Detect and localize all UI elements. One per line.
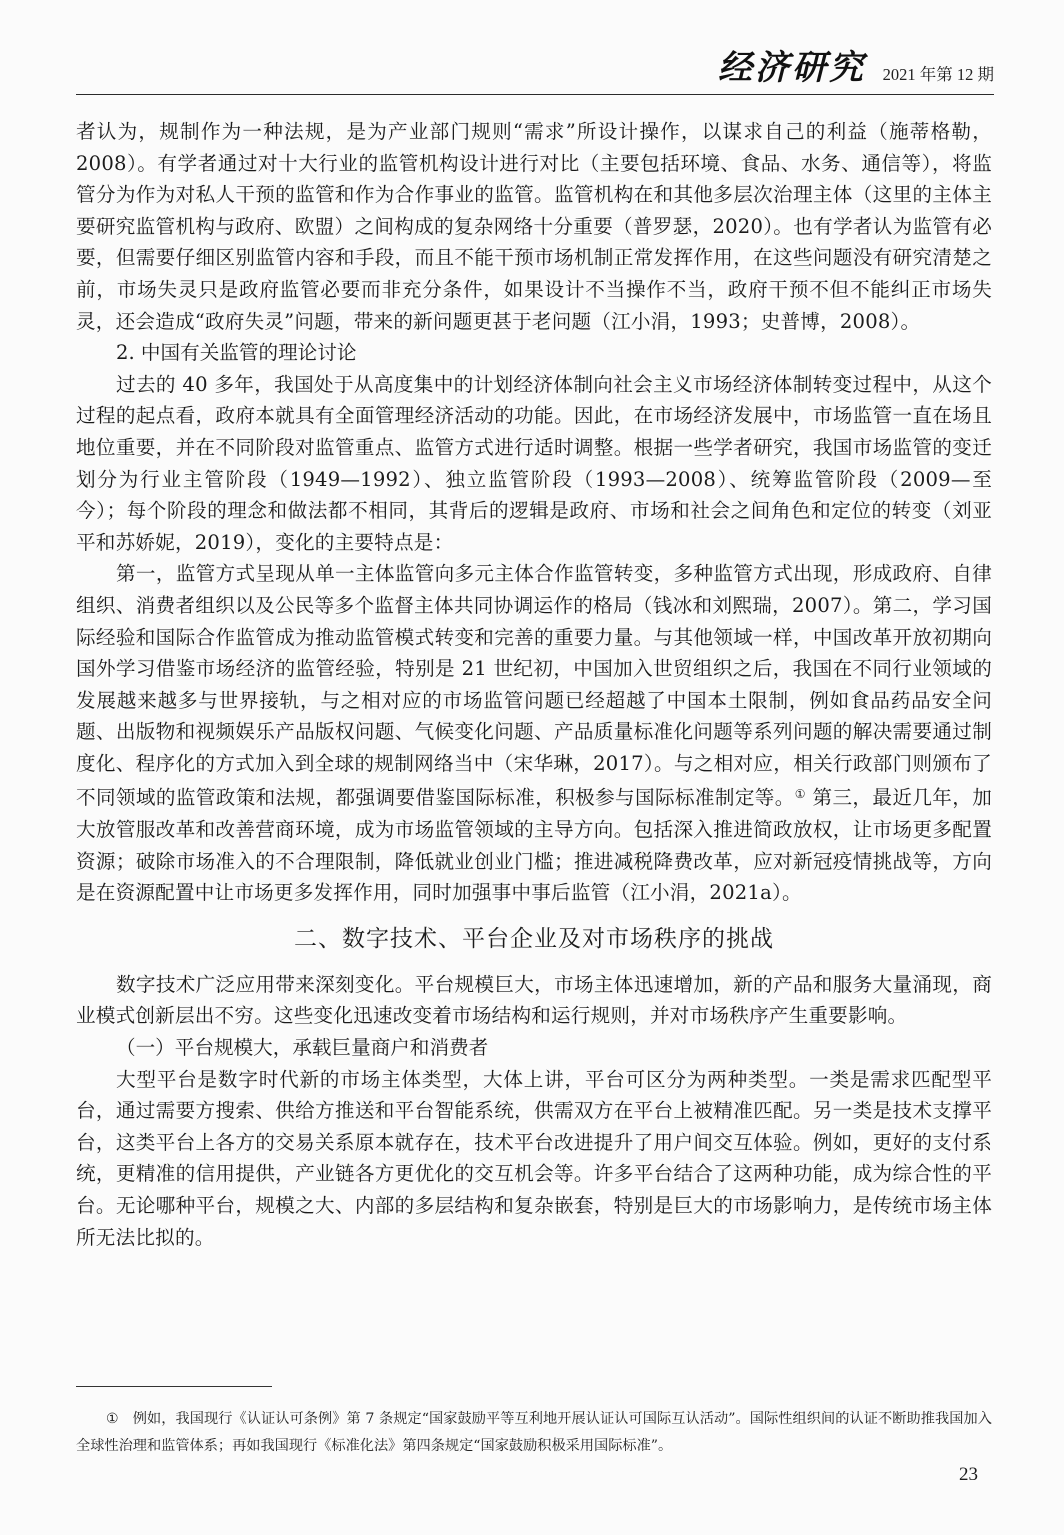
page-header — [76, 50, 994, 95]
footnote-mark: ① — [106, 1411, 119, 1427]
paragraph-text: 第三，最近几年，加大放管服改革和改善营商环境，成为市场监管领域的主导方向。包括深入推进简政放权，让市场更多配置资源；破除市场准入的不合理限制，降低就业创业门槛；推进减税降费改革，应对新冠疫情挑战等，方向是在资源配置中让市场更多发挥作用，同时加强事中事后监管（江小涓，2021a）。 — [76, 786, 993, 905]
paragraph: 大型平台是数字时代新的市场主体类型，大体上讲，平台可区分为两种类型。一类是需求匹配型平台，通过需要方搜索、供给方推送和平台智能系统，供需双方在平台上被精准匹配。另一类是技术支撑平台，这类平台上各方的交易关系原本就存在，技术平台改进提升了用户间交互体验。例如，更好的支付系统，更精准的信用提供，产业链各方更优化的交互机会等。许多平台结合了这两种功能，成为综合性的平台。无论哪种平台，规模之大、内部的多层结构和复杂嵌套，特别是巨大的市场影响力，是传统市场主体所无法比拟的。 — [76, 1067, 992, 1249]
journal-logo: 经济研究 — [718, 48, 866, 88]
paragraph: 过去的 40 多年，我国处于从高度集中的计划经济体制向社会主义市场经济体制转变过程中，从这个过程的起点看，政府本就具有全面管理经济活动的功能。因此，在市场经济发展中，市场监管一直在场且地位重要，并在不同阶段对监管重点、监管方式进行适时调整。根据一些学者研究，我国市场监管的变迁划分为行业主管阶段（1949—1992）、独立监管阶段（1993—2008）、统筹监管阶段（2009—至今）；每个阶段的理念和做法都不相同，其背后的逻辑是政府、市场和社会之间角色和定位的转变（刘亚平和苏娇妮，2019），变化的主要特点是： — [76, 372, 992, 554]
page-number: 23 — [959, 1464, 978, 1485]
subsection-heading: （一）平台规模大，承载巨量商户和消费者 — [116, 1036, 489, 1060]
subsection-heading: 2. 中国有关监管的理论讨论 — [116, 341, 357, 365]
footnote-divider — [76, 1386, 272, 1387]
footnote — [76, 1406, 992, 1460]
footnote-text: 例如，我国现行《认证认可条例》第 7 条规定“国家鼓励平等互利地开展认证认可国际互认活动”。国际性组织间的认证不断助推我国加入全球性治理和监管体系；再如我国现行《标准化法》第四条规定“国家鼓励积极采用国际标准”。 — [76, 1411, 992, 1454]
footnote-reference[interactable]: ① — [794, 787, 806, 802]
issue-label: 2021 年第 12 期 — [882, 65, 994, 84]
paragraph: 数字技术广泛应用带来深刻变化。平台规模巨大，市场主体迅速增加，新的产品和服务大量涌现，商业模式创新层出不穷。这些变化迅速改变着市场结构和运行规则，并对市场秩序产生重要影响。 — [76, 972, 992, 1028]
paragraph — [76, 558, 992, 909]
paragraph-text: 第一，监管方式呈现从单一主体监管向多元主体合作监管转变，多种监管方式出现，形成政府、自律组织、消费者组织以及公民等多个监督主体共同协调运作的格局（钱冰和刘熙瑞，2007）。第二，学习国际经验和国际合作监管成为推动监管模式转变和完善的重要力量。与其他领域一样，中国改革开放初期向国外学习借鉴市场经济的监管经验，特别是 21 世纪初，中国加入世贸组织之后，我国在不同行业领域的发展越来越多与世界接轨，与之相对应的市场监管问题已经超越了中国本土限制，例如食品药品安全问题、出版物和视频娱乐产品版权问题、气候变化问题、产品质量标准化问题等系列问题的解决需要通过制度化、程序化的方式加入到全球的规制网络当中（宋华琳，2017）。与之相对应，相关行政部门则颁布了不同领域的监管政策和法规，都强调要借鉴国际标准，积极参与国际标准制定等。 — [76, 562, 992, 810]
paragraph: 者认为，规制作为一种法规，是为产业部门规则“需求”所设计操作，以谋求自己的利益（施蒂格勒，2008）。有学者通过对十大行业的监管机构设计进行对比（主要包括环境、食品、水务、通信等），将监管分为作为对私人干预的监管和作为合作事业的监管。监管机构在和其他多层次治理主体（这里的主体主要研究监管机构与政府、欧盟）之间构成的复杂网络十分重要（普罗瑟，2020）。也有学者认为监管有必要，但需要仔细区别监管内容和手段，而且不能干预市场机制正常发挥作用，在这些问题没有研究清楚之前，市场失灵只是政府监管必要而非充分条件，如果设计不当操作不当，政府干预不但不能纠正市场失灵，还会造成“政府失灵”问题，带来的新问题更甚于老问题（江小涓，1993；史普博，2008）。 — [76, 120, 992, 333]
article-body — [76, 116, 992, 1253]
section-title: 二、数字技术、平台企业及对市场秩序的挑战 — [294, 925, 774, 952]
